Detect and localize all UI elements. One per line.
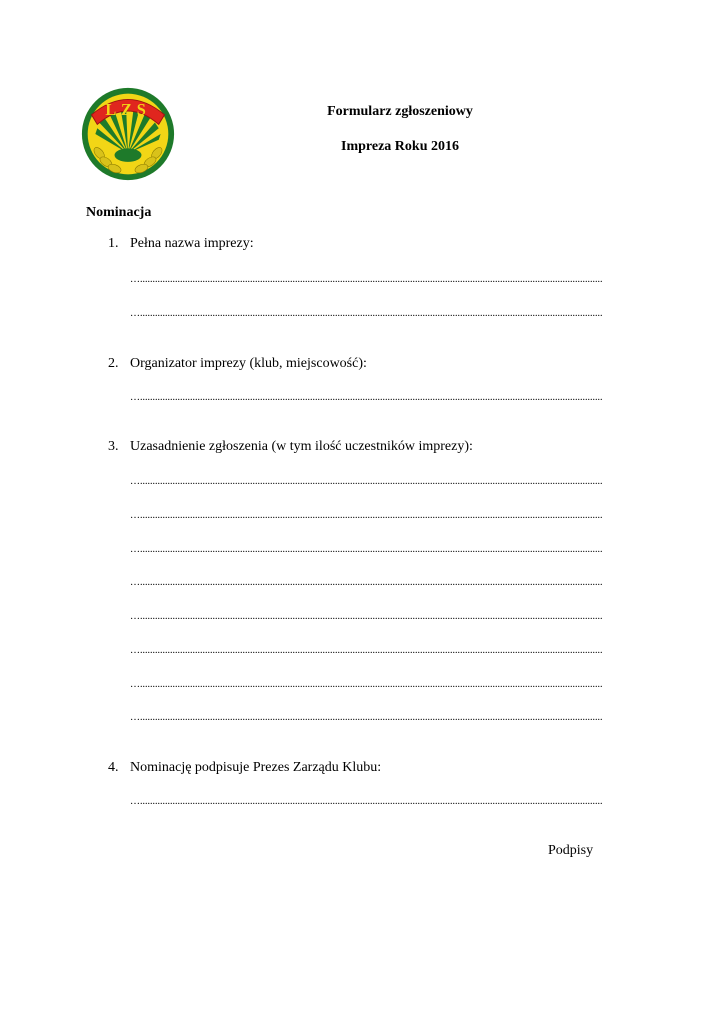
answer-line[interactable]: …......................................................................................................................................................................................... [130, 577, 603, 588]
question-label: Uzasadnienie zgłoszenia (w tym ilość uczestników imprezy): [130, 439, 473, 454]
section-title: Nominacja [86, 205, 152, 220]
question-number: 3. [108, 439, 119, 454]
answer-line[interactable]: …......................................................................................................................................................................................... [130, 544, 603, 555]
question-4 [108, 760, 381, 776]
lzs-logo [80, 86, 176, 182]
answer-line[interactable]: …......................................................................................................................................................................................... [130, 308, 603, 319]
question-1 [108, 236, 254, 252]
answer-line[interactable]: …......................................................................................................................................................................................... [130, 274, 603, 285]
form-subtitle: Impreza Roku 2016 [341, 139, 459, 154]
answer-line[interactable]: …......................................................................................................................................................................................... [130, 712, 603, 723]
question-number: 4. [108, 760, 119, 775]
answer-line[interactable]: …......................................................................................................................................................................................... [130, 679, 603, 690]
signature-label: Podpisy [548, 843, 594, 858]
question-label: Nominację podpisuje Prezes Zarządu Klubu: [130, 760, 382, 775]
answer-line[interactable]: …......................................................................................................................................................................................... [130, 611, 603, 622]
answer-line[interactable]: …......................................................................................................................................................................................... [130, 476, 603, 487]
question-label: Organizator imprezy (klub, miejscowość): [130, 356, 367, 371]
answer-line[interactable]: …......................................................................................................................................................................................... [130, 510, 603, 521]
question-2 [108, 356, 367, 372]
question-3 [108, 439, 473, 455]
answer-line[interactable]: …......................................................................................................................................................................................... [130, 645, 603, 656]
logo-text: LZS [105, 99, 151, 119]
question-number: 2. [108, 356, 119, 371]
answer-line[interactable]: …......................................................................................................................................................................................... [130, 796, 603, 807]
question-number: 1. [108, 236, 119, 251]
answer-line[interactable]: …......................................................................................................................................................................................... [130, 392, 603, 403]
question-label: Pełna nazwa imprezy: [130, 236, 254, 251]
form-title: Formularz zgłoszeniowy [327, 104, 473, 119]
